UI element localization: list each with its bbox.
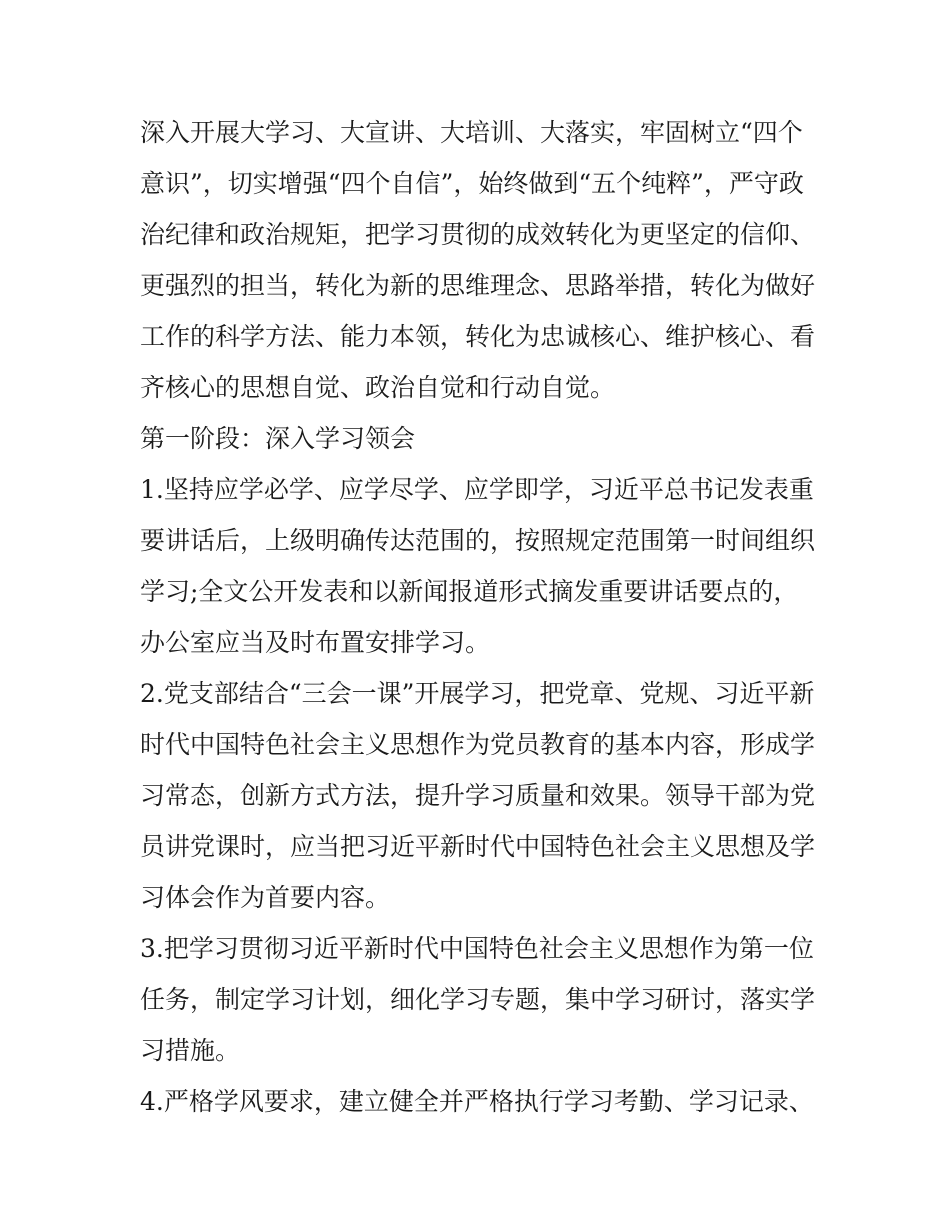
text-line: 意识”，切实增强“四个自信”，始终做到“五个纯粹”，严守政 (140, 169, 804, 198)
text-line: 3.把学习贯彻习近平新时代中国特色社会主义思想作为第一位 (140, 934, 814, 963)
text-line: 办公室应当及时布置安排学习。 (140, 628, 491, 657)
section-heading: 第一阶段：深入学习领会 (140, 424, 416, 453)
text-line: 时代中国特色社会主义思想作为党员教育的基本内容，形成学 (140, 730, 816, 759)
document-body (140, 107, 820, 1127)
text-line: 4.严格学风要求，建立健全并严格执行学习考勤、学习记录、 (140, 1087, 814, 1116)
text-line: 齐核心的思想自觉、政治自觉和行动自觉。 (140, 373, 616, 402)
text-line: 工作的科学方法、能力本领，转化为忠诚核心、维护核心、看 (140, 322, 816, 351)
text-line: 学习;全文公开发表和以新闻报道形式摘发重要讲话要点的， (140, 577, 799, 606)
text-line: 习措施。 (140, 1036, 241, 1065)
text-line: 更强烈的担当，转化为新的思维理念、思路举措，转化为做好 (140, 271, 816, 300)
text-line: 习体会作为首要内容。 (140, 883, 391, 912)
text-line: 要讲话后，上级明确传达范围的，按照规定范围第一时间组织 (140, 526, 816, 555)
text-line: 2.党支部结合“三会一课”开展学习，把党章、党规、习近平新 (140, 679, 815, 708)
text-line: 员讲党课时，应当把习近平新时代中国特色社会主义思想及学 (140, 832, 816, 861)
text-line: 1.坚持应学必学、应学尽学、应学即学，习近平总书记发表重 (140, 475, 814, 504)
text-line: 任务，制定学习计划，细化学习专题，集中学习研讨，落实学 (140, 985, 816, 1014)
text-line: 习常态，创新方式方法，提升学习质量和效果。领导干部为党 (140, 781, 816, 810)
text-line: 深入开展大学习、大宣讲、大培训、大落实，牢固树立“四个 (140, 118, 803, 147)
text-line: 治纪律和政治规矩，把学习贯彻的成效转化为更坚定的信仰、 (140, 220, 816, 249)
